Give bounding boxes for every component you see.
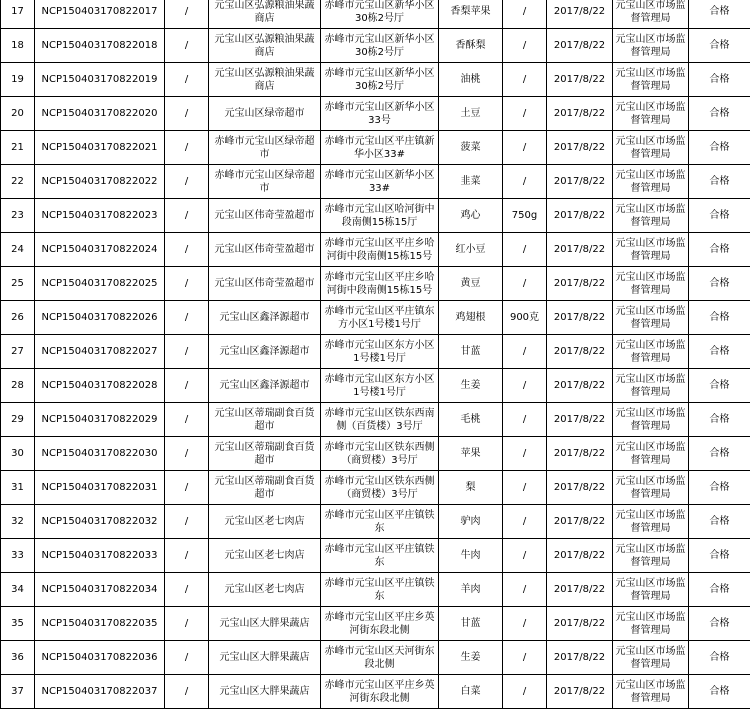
sample-code-cell: NCP150403170822037	[35, 675, 165, 709]
store-name-cell: 元宝山区蒂瑞副食百货超市	[209, 471, 321, 505]
inspection-agency-cell: 元宝山区市场监督管理局	[613, 335, 689, 369]
sampling-date-cell: 2017/8/22	[547, 471, 613, 505]
product-name-cell: 菠菜	[439, 131, 503, 165]
store-address-cell: 赤峰市元宝山区平庄镇铁东	[321, 505, 439, 539]
store-address-cell: 赤峰市元宝山区平庄乡哈河街中段南侧15栋15号	[321, 233, 439, 267]
sampling-date-cell: 2017/8/22	[547, 437, 613, 471]
product-name-cell: 土豆	[439, 97, 503, 131]
inspection-agency-cell: 元宝山区市场监督管理局	[613, 471, 689, 505]
specification-cell: /	[503, 437, 547, 471]
table-row	[1, 403, 750, 437]
store-address-cell: 赤峰市元宝山区平庄镇新华小区33#	[321, 131, 439, 165]
result-cell: 合格	[689, 131, 750, 165]
store-name-cell: 元宝山区伟奇莹盈超市	[209, 199, 321, 233]
store-name-cell: 元宝山区蒂瑞副食百货超市	[209, 437, 321, 471]
product-name-cell: 黄豆	[439, 267, 503, 301]
product-name-cell: 鸡翅根	[439, 301, 503, 335]
table-row	[1, 233, 750, 267]
product-name-cell: 红小豆	[439, 233, 503, 267]
field-blank-cell: /	[165, 335, 209, 369]
sampling-date-cell: 2017/8/22	[547, 0, 613, 29]
inspection-agency-cell: 元宝山区市场监督管理局	[613, 675, 689, 709]
row-number-cell: 33	[1, 539, 35, 573]
product-name-cell: 甘蓝	[439, 335, 503, 369]
table-row	[1, 471, 750, 505]
specification-cell: /	[503, 63, 547, 97]
product-name-cell: 梨	[439, 471, 503, 505]
sample-code-cell: NCP150403170822021	[35, 131, 165, 165]
store-name-cell: 赤峰市元宝山区绿帝超市	[209, 131, 321, 165]
store-address-cell: 赤峰市元宝山区东方小区1号楼1号厅	[321, 335, 439, 369]
inspection-agency-cell: 元宝山区市场监督管理局	[613, 165, 689, 199]
product-name-cell: 香梨苹果	[439, 0, 503, 29]
store-name-cell: 元宝山区鑫泽源超市	[209, 369, 321, 403]
row-number-cell: 27	[1, 335, 35, 369]
inspection-agency-cell: 元宝山区市场监督管理局	[613, 573, 689, 607]
row-number-cell: 18	[1, 29, 35, 63]
result-cell: 合格	[689, 641, 750, 675]
sample-code-cell: NCP150403170822032	[35, 505, 165, 539]
store-address-cell: 赤峰市元宝山区天河街东段北侧	[321, 641, 439, 675]
field-blank-cell: /	[165, 573, 209, 607]
specification-cell: /	[503, 267, 547, 301]
row-number-cell: 21	[1, 131, 35, 165]
sampling-date-cell: 2017/8/22	[547, 63, 613, 97]
result-cell: 合格	[689, 471, 750, 505]
store-address-cell: 赤峰市元宝山区铁东西侧（商贸楼）3号厅	[321, 471, 439, 505]
store-name-cell: 元宝山区伟奇莹盈超市	[209, 267, 321, 301]
specification-cell: /	[503, 165, 547, 199]
inspection-agency-cell: 元宝山区市场监督管理局	[613, 505, 689, 539]
sampling-date-cell: 2017/8/22	[547, 199, 613, 233]
table-row	[1, 0, 750, 29]
inspection-agency-cell: 元宝山区市场监督管理局	[613, 641, 689, 675]
inspection-agency-cell: 元宝山区市场监督管理局	[613, 403, 689, 437]
store-name-cell: 元宝山区老七肉店	[209, 573, 321, 607]
result-cell: 合格	[689, 505, 750, 539]
sample-code-cell: NCP150403170822023	[35, 199, 165, 233]
inspection-agency-cell: 元宝山区市场监督管理局	[613, 369, 689, 403]
product-name-cell: 香酥梨	[439, 29, 503, 63]
result-cell: 合格	[689, 0, 750, 29]
store-name-cell: 元宝山区老七肉店	[209, 539, 321, 573]
sampling-date-cell: 2017/8/22	[547, 403, 613, 437]
field-blank-cell: /	[165, 301, 209, 335]
row-number-cell: 19	[1, 63, 35, 97]
sample-code-cell: NCP150403170822024	[35, 233, 165, 267]
table-row	[1, 573, 750, 607]
specification-cell: /	[503, 335, 547, 369]
specification-cell: /	[503, 539, 547, 573]
table-row	[1, 267, 750, 301]
table-row	[1, 505, 750, 539]
specification-cell: /	[503, 641, 547, 675]
store-address-cell: 赤峰市元宝山区平庄乡英河街东段北侧	[321, 675, 439, 709]
product-name-cell: 生姜	[439, 641, 503, 675]
store-address-cell: 赤峰市元宝山区平庄镇铁东	[321, 573, 439, 607]
result-cell: 合格	[689, 301, 750, 335]
product-name-cell: 驴肉	[439, 505, 503, 539]
row-number-cell: 20	[1, 97, 35, 131]
field-blank-cell: /	[165, 199, 209, 233]
table-row	[1, 607, 750, 641]
result-cell: 合格	[689, 63, 750, 97]
specification-cell: 900克	[503, 301, 547, 335]
store-address-cell: 赤峰市元宝山区新华小区30栋2号厅	[321, 29, 439, 63]
sampling-date-cell: 2017/8/22	[547, 29, 613, 63]
result-cell: 合格	[689, 97, 750, 131]
store-address-cell: 赤峰市元宝山区平庄镇东方小区1号楼1号厅	[321, 301, 439, 335]
store-address-cell: 赤峰市元宝山区新华小区33#	[321, 165, 439, 199]
store-name-cell: 元宝山区弘源粮油果蔬商店	[209, 0, 321, 29]
field-blank-cell: /	[165, 471, 209, 505]
table-row	[1, 437, 750, 471]
inspection-agency-cell: 元宝山区市场监督管理局	[613, 233, 689, 267]
specification-cell: /	[503, 675, 547, 709]
store-address-cell: 赤峰市元宝山区东方小区1号楼1号厅	[321, 369, 439, 403]
inspection-agency-cell: 元宝山区市场监督管理局	[613, 437, 689, 471]
sampling-date-cell: 2017/8/22	[547, 505, 613, 539]
field-blank-cell: /	[165, 369, 209, 403]
sample-code-cell: NCP150403170822031	[35, 471, 165, 505]
product-name-cell: 生姜	[439, 369, 503, 403]
sampling-date-cell: 2017/8/22	[547, 335, 613, 369]
sample-code-cell: NCP150403170822019	[35, 63, 165, 97]
inspection-agency-cell: 元宝山区市场监督管理局	[613, 63, 689, 97]
row-number-cell: 32	[1, 505, 35, 539]
sampling-date-cell: 2017/8/22	[547, 607, 613, 641]
row-number-cell: 22	[1, 165, 35, 199]
store-name-cell: 元宝山区弘源粮油果蔬商店	[209, 29, 321, 63]
result-cell: 合格	[689, 335, 750, 369]
field-blank-cell: /	[165, 131, 209, 165]
store-name-cell: 元宝山区伟奇莹盈超市	[209, 233, 321, 267]
store-address-cell: 赤峰市元宝山区新华小区30栋2号厅	[321, 0, 439, 29]
sample-code-cell: NCP150403170822034	[35, 573, 165, 607]
result-cell: 合格	[689, 675, 750, 709]
product-name-cell: 牛肉	[439, 539, 503, 573]
sample-code-cell: NCP150403170822022	[35, 165, 165, 199]
sample-code-cell: NCP150403170822035	[35, 607, 165, 641]
store-address-cell: 赤峰市元宝山区平庄镇铁东	[321, 539, 439, 573]
row-number-cell: 30	[1, 437, 35, 471]
specification-cell: 750g	[503, 199, 547, 233]
inspection-agency-cell: 元宝山区市场监督管理局	[613, 97, 689, 131]
row-number-cell: 31	[1, 471, 35, 505]
table-row	[1, 641, 750, 675]
sample-code-cell: NCP150403170822018	[35, 29, 165, 63]
specification-cell: /	[503, 369, 547, 403]
field-blank-cell: /	[165, 165, 209, 199]
result-cell: 合格	[689, 369, 750, 403]
sample-code-cell: NCP150403170822025	[35, 267, 165, 301]
sample-code-cell: NCP150403170822030	[35, 437, 165, 471]
store-name-cell: 元宝山区老七肉店	[209, 505, 321, 539]
sampling-date-cell: 2017/8/22	[547, 675, 613, 709]
result-cell: 合格	[689, 403, 750, 437]
row-number-cell: 29	[1, 403, 35, 437]
table-row	[1, 97, 750, 131]
store-name-cell: 元宝山区大胖果蔬店	[209, 641, 321, 675]
row-number-cell: 36	[1, 641, 35, 675]
inspection-agency-cell: 元宝山区市场监督管理局	[613, 199, 689, 233]
sampling-date-cell: 2017/8/22	[547, 301, 613, 335]
sampling-date-cell: 2017/8/22	[547, 233, 613, 267]
table-row	[1, 29, 750, 63]
specification-cell: /	[503, 233, 547, 267]
sample-code-cell: NCP150403170822027	[35, 335, 165, 369]
row-number-cell: 24	[1, 233, 35, 267]
sample-code-cell: NCP150403170822036	[35, 641, 165, 675]
result-cell: 合格	[689, 437, 750, 471]
store-name-cell: 元宝山区蒂瑞副食百货超市	[209, 403, 321, 437]
sample-code-cell: NCP150403170822028	[35, 369, 165, 403]
result-cell: 合格	[689, 165, 750, 199]
table-row	[1, 131, 750, 165]
result-cell: 合格	[689, 199, 750, 233]
field-blank-cell: /	[165, 437, 209, 471]
sample-code-cell: NCP150403170822033	[35, 539, 165, 573]
specification-cell: /	[503, 505, 547, 539]
field-blank-cell: /	[165, 539, 209, 573]
row-number-cell: 37	[1, 675, 35, 709]
specification-cell: /	[503, 131, 547, 165]
store-name-cell: 元宝山区大胖果蔬店	[209, 607, 321, 641]
sampling-date-cell: 2017/8/22	[547, 165, 613, 199]
inspection-agency-cell: 元宝山区市场监督管理局	[613, 301, 689, 335]
sample-code-cell: NCP150403170822026	[35, 301, 165, 335]
specification-cell: /	[503, 29, 547, 63]
row-number-cell: 17	[1, 0, 35, 29]
sampling-date-cell: 2017/8/22	[547, 131, 613, 165]
row-number-cell: 35	[1, 607, 35, 641]
inspection-agency-cell: 元宝山区市场监督管理局	[613, 607, 689, 641]
field-blank-cell: /	[165, 97, 209, 131]
store-address-cell: 赤峰市元宝山区平庄乡哈河街中段南侧15栋15号	[321, 267, 439, 301]
product-name-cell: 油桃	[439, 63, 503, 97]
inspection-agency-cell: 元宝山区市场监督管理局	[613, 0, 689, 29]
field-blank-cell: /	[165, 29, 209, 63]
specification-cell: /	[503, 403, 547, 437]
product-name-cell: 韭菜	[439, 165, 503, 199]
result-cell: 合格	[689, 233, 750, 267]
specification-cell: /	[503, 97, 547, 131]
result-cell: 合格	[689, 573, 750, 607]
field-blank-cell: /	[165, 403, 209, 437]
sample-code-cell: NCP150403170822020	[35, 97, 165, 131]
store-address-cell: 赤峰市元宝山区铁东西南侧（百货楼）3号厅	[321, 403, 439, 437]
sampling-date-cell: 2017/8/22	[547, 539, 613, 573]
sample-code-cell: NCP150403170822029	[35, 403, 165, 437]
result-cell: 合格	[689, 539, 750, 573]
field-blank-cell: /	[165, 267, 209, 301]
store-name-cell: 赤峰市元宝山区绿帝超市	[209, 165, 321, 199]
specification-cell: /	[503, 471, 547, 505]
row-number-cell: 34	[1, 573, 35, 607]
specification-cell: /	[503, 607, 547, 641]
inspection-agency-cell: 元宝山区市场监督管理局	[613, 29, 689, 63]
store-name-cell: 元宝山区大胖果蔬店	[209, 675, 321, 709]
store-name-cell: 元宝山区弘源粮油果蔬商店	[209, 63, 321, 97]
row-number-cell: 25	[1, 267, 35, 301]
result-cell: 合格	[689, 29, 750, 63]
field-blank-cell: /	[165, 607, 209, 641]
store-address-cell: 赤峰市元宝山区平庄乡英河街东段北侧	[321, 607, 439, 641]
specification-cell: /	[503, 0, 547, 29]
field-blank-cell: /	[165, 675, 209, 709]
row-number-cell: 26	[1, 301, 35, 335]
table-row	[1, 369, 750, 403]
sampling-date-cell: 2017/8/22	[547, 573, 613, 607]
sample-code-cell: NCP150403170822017	[35, 0, 165, 29]
store-address-cell: 赤峰市元宝山区新华小区30栋2号厅	[321, 63, 439, 97]
sampling-date-cell: 2017/8/22	[547, 97, 613, 131]
product-name-cell: 毛桃	[439, 403, 503, 437]
table-row	[1, 199, 750, 233]
inspection-agency-cell: 元宝山区市场监督管理局	[613, 539, 689, 573]
store-name-cell: 元宝山区绿帝超市	[209, 97, 321, 131]
sampling-date-cell: 2017/8/22	[547, 369, 613, 403]
specification-cell: /	[503, 573, 547, 607]
inspection-agency-cell: 元宝山区市场监督管理局	[613, 267, 689, 301]
table-row	[1, 335, 750, 369]
field-blank-cell: /	[165, 63, 209, 97]
product-name-cell: 白菜	[439, 675, 503, 709]
product-name-cell: 甘蓝	[439, 607, 503, 641]
result-cell: 合格	[689, 607, 750, 641]
product-name-cell: 羊肉	[439, 573, 503, 607]
row-number-cell: 28	[1, 369, 35, 403]
store-address-cell: 赤峰市元宝山区新华小区33号	[321, 97, 439, 131]
table-row	[1, 301, 750, 335]
store-address-cell: 赤峰市元宝山区铁东西侧（商贸楼）3号厅	[321, 437, 439, 471]
store-name-cell: 元宝山区鑫泽源超市	[209, 301, 321, 335]
row-number-cell: 23	[1, 199, 35, 233]
field-blank-cell: /	[165, 505, 209, 539]
product-name-cell: 苹果	[439, 437, 503, 471]
sampling-date-cell: 2017/8/22	[547, 267, 613, 301]
field-blank-cell: /	[165, 0, 209, 29]
store-address-cell: 赤峰市元宝山区哈河街中段南侧15栋15厅	[321, 199, 439, 233]
sampling-date-cell: 2017/8/22	[547, 641, 613, 675]
field-blank-cell: /	[165, 641, 209, 675]
product-name-cell: 鸡心	[439, 199, 503, 233]
inspection-agency-cell: 元宝山区市场监督管理局	[613, 131, 689, 165]
table-row	[1, 63, 750, 97]
table-row	[1, 675, 750, 709]
table-body	[1, 0, 750, 709]
store-name-cell: 元宝山区鑫泽源超市	[209, 335, 321, 369]
field-blank-cell: /	[165, 233, 209, 267]
table-row	[1, 165, 750, 199]
table-row	[1, 539, 750, 573]
result-cell: 合格	[689, 267, 750, 301]
